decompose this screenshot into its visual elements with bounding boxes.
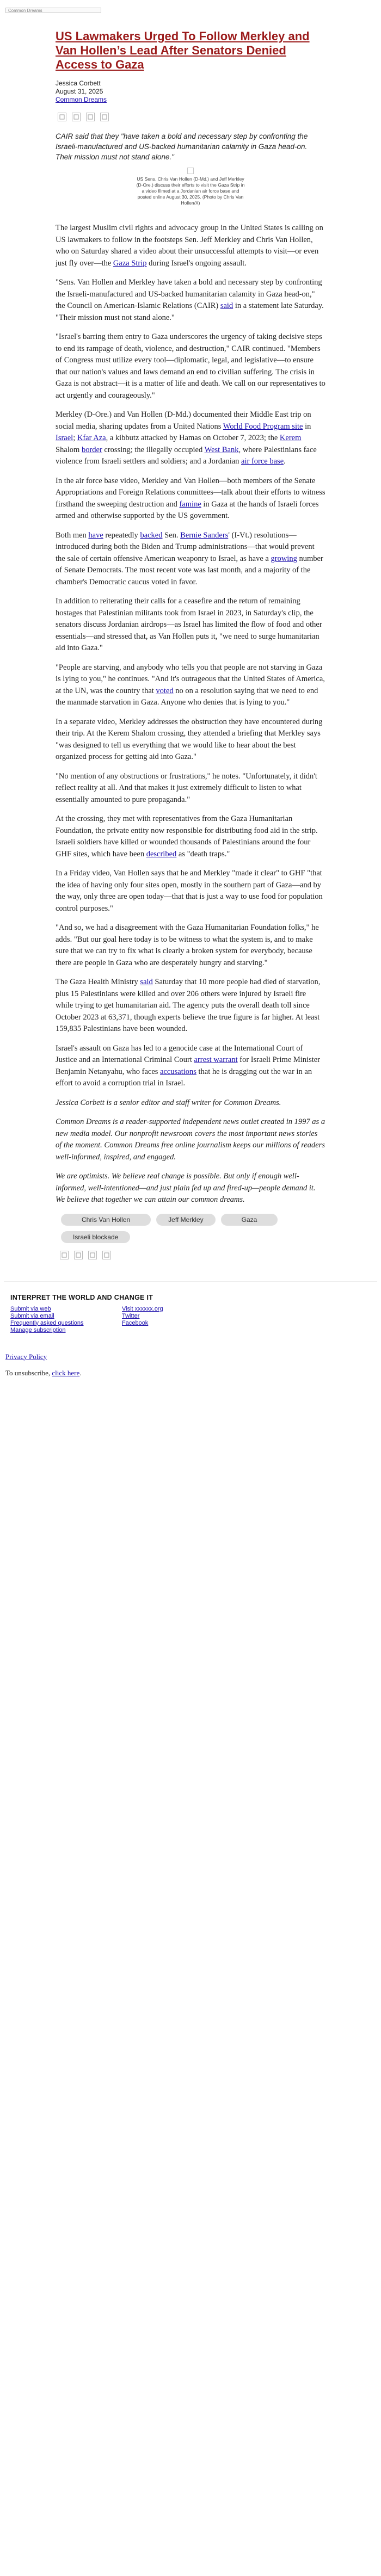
tag-israeli-blockade[interactable]: Israeli blockade (61, 1231, 130, 1243)
newsletter-footer (4, 1281, 377, 1334)
article-figure (136, 168, 245, 206)
link-backed[interactable]: backed (140, 530, 163, 540)
paragraph-8: "People are starving, and anybody who tells you that people are not starving in Gaza is lying to you," he continues. "And it's outrageous that the United States of America, at the UN, was the country that voted no on a resolution saying that we need to end the manmade starvation in Gaza. Anyone who denies that is lying to you." (56, 663, 325, 707)
link-accusations[interactable]: accusations (160, 1067, 196, 1076)
paragraph-12: In a Friday video, Van Hollen says that he and Merkley "made it clear" to GHF "that the idea of having only four sites open, mostly in the southern part of Gaza—and by the way, only three are open today—that that is just a way to use food for population control purposes." (56, 869, 323, 913)
footer-columns (10, 1306, 377, 1334)
publication-link[interactable]: Common Dreams (56, 96, 107, 103)
about-common-dreams: Common Dreams is a reader-supported independent news outlet created in 1997 as a new media model. Our nonprofit newsroom covers the most important news stories of the moment. Common Dreams free online journalism keeps our millions of readers well-informed, inspired, and engaged. (56, 1117, 325, 1162)
twitter-link[interactable]: Twitter (122, 1312, 140, 1319)
paragraph-13: "And so, we had a disagreement with the Gaza Humanitarian Foundation folks," he adds. "But our goal here today is to be witness to what the system is, and to make sure that we can try to fix what is clearly a broken system for everybody, because there are people in Gaza who are desperately hungry and starving." (56, 923, 319, 967)
link-famine[interactable]: famine (179, 499, 201, 509)
link-bernie-sanders[interactable]: Bernie Sanders (180, 530, 229, 540)
article-title-link[interactable]: US Lawmakers Urged To Follow Merkley and Van Hollen’s Lead After Senators Denied Access to Gaza (56, 29, 310, 71)
link-border[interactable]: border (81, 445, 102, 454)
paragraph-14: The Gaza Health Ministry said Saturday that 10 more people had died of starvation, plus 15 Palestinians were killed and over 206 others were injured by Israeli fire while trying to get humanitarian aid. The agency puts the overall death toll since October 2023 at 63,371, though experts believe the true figure is far higher. At least 159,835 Palestinians have been wounded. (56, 978, 321, 1033)
footer-col-left (10, 1306, 122, 1334)
submit-via-web-link[interactable]: Submit via web (10, 1305, 51, 1312)
paragraph-4: Merkley (D-Ore.) and Van Hollen (D-Md.) documented their Middle East trip on social media, sharing updates from a United Nations World Food Program site in Israel; Kfar Aza, a kibbutz attacked by Hamas on October 7, 2023; the Kerem Shalom border crossing; the illegally occupied West Bank, where Palestinians face violence from Israeli settlers and soldiers; and a Jordanian air force base. (56, 410, 317, 466)
paragraph-5: In the air force base video, Merkley and Van Hollen—both members of the Senate Appropriations and Foreign Relations committees—talk about their efforts to witness firsthand the sweeping destruction and famine in Gaza at the hands of Israeli forces armed and otherwise supported by the US government. (56, 476, 325, 520)
tag-jeff-merkley[interactable]: Jeff Merkley (156, 1214, 215, 1226)
unsubscribe-line: To unsubscribe, click here. (5, 1368, 82, 1377)
link-voted[interactable]: voted (156, 686, 174, 695)
facebook-link[interactable]: Facebook (122, 1319, 149, 1326)
footer-heading: INTERPRET THE WORLD AND CHANGE IT (10, 1293, 153, 1301)
article-title[interactable] (56, 29, 325, 72)
link-kerem[interactable]: Kerem (279, 434, 302, 442)
paragraph-10: "No mention of any obstructions or frustrations," he notes. "Unfortunately, it didn't reflect reality at all. And that makes it just extremely difficult to listen to what essentially amounted to pure propaganda." (56, 771, 317, 804)
manage-subscription-link[interactable]: Manage subscription (10, 1326, 66, 1333)
print-icon[interactable] (100, 113, 109, 121)
article-summary: CAIR said that they "have taken a bold and necessary step by confronting the Israeli-manufactured and US-backed humanitarian calamity in Gaza head-on. Their mission must not stand alone." (56, 132, 308, 161)
figure-image (187, 168, 194, 174)
tag-list (61, 1214, 325, 1243)
paragraph-15: Israel's assault on Gaza has led to a genocide case at the International Court of Justice and an International Criminal Court arrest warrant for Israeli Prime Minister Benjamin Netanyahu, who faces accusations that he is dragging out the war in an effort to avoid a corruption trial in Israel. (56, 1043, 321, 1088)
submit-via-email-link[interactable]: Submit via email (10, 1312, 54, 1319)
unsubscribe-link[interactable]: click here (52, 1368, 80, 1377)
figure-caption: US Sens. Chris Van Hollen (D-Md.) and Jeff Merkley (D-Ore.) discuss their efforts to visit the Gaza Strip in a video filmed at a Jordanian air force base and posted online August 30, 2025. (Photo by Chris Van Hollen/X) (136, 176, 245, 206)
paragraph-1: The largest Muslim civil rights and advocacy group in the United States is calling on US lawmakers to follow in the footsteps Sen. Jeff Merkley and Chris Van Hollen, who on Saturday shared a video about their unsuccessful attempts to visit—or even just fly over—the Gaza Strip during Israel's ongoing assault. (56, 224, 323, 268)
print-icon[interactable] (102, 1251, 111, 1259)
byline (56, 79, 325, 104)
share-row-bottom (60, 1251, 325, 1259)
link-kfar-aza[interactable]: Kfar Aza (77, 434, 106, 442)
privacy-policy-link[interactable]: Privacy Policy (5, 1352, 47, 1361)
link-growing[interactable]: growing (271, 554, 297, 563)
paragraph-11: At the crossing, they met with representatives from the Gaza Humanitarian Foundation, the private entity now responsible for distributing food aid in the strip. Israeli soldiers have killed or wounded thousands of Palestinians around the four GHF sites, which have been described as "death traps." (56, 814, 318, 858)
link-have[interactable]: have (88, 530, 103, 540)
link-ministry-said[interactable]: said (140, 978, 153, 986)
optimists-statement: We are optimists. We believe real change is possible. But only if enough well-informed, well-intentioned—and just plain fed up and fired-up—people demand it. We believe that together we can attain our common dreams. (56, 1172, 316, 1204)
link-world-food-program[interactable]: World Food Program site (223, 422, 303, 431)
link-israel[interactable]: Israel (56, 434, 73, 442)
faq-link[interactable]: Frequently asked questions (10, 1319, 84, 1326)
email-icon[interactable] (86, 113, 95, 121)
twitter-icon[interactable] (72, 113, 81, 121)
publish-date: August 31, 2025 (56, 88, 103, 95)
tag-chris-van-hollen[interactable]: Chris Van Hollen (61, 1214, 151, 1226)
site-logo[interactable]: Common Dreams (5, 8, 101, 13)
link-west-bank[interactable]: West Bank (204, 445, 239, 454)
author-name: Jessica Corbett (56, 79, 101, 87)
paragraph-2: "Sens. Van Hollen and Merkley have taken a bold and necessary step by confronting the Israeli-manufactured and US-backed humanitarian calamity in Gaza head-on," the Council on American-Islamic Relations (CAIR) said in a statement late Saturday. "Their mission must not stand alone." (56, 278, 324, 322)
paragraph-3: "Israel's barring them entry to Gaza underscores the urgency of taking decisive steps to end its rampage of death, violence, and destruction," CAIR continued. "Members of Congress must utilize every tool—diplomatic, legal, and legislative—to ensure that our nation's values and laws demand an end to civilian suffering. The crisis in Gaza is not abstract—it is a matter of life and death. We call on our representatives to act urgently and courageously." (56, 332, 325, 400)
paragraph-6: Both men have repeatedly backed Sen. Bernie Sanders' (I-Vt.) resolutions—introduced during both the Biden and Trump administrations—that would prevent the sale of certain offensive American weaponry to Israel, as have a growing number of Senate Democrats. The most recent vote was last month, and a majority of the chamber's Democratic caucus voted in favor. (56, 530, 323, 586)
paragraph-7: In addition to reiterating their calls for a ceasefire and the return of remaining hostages that Palestinian militants took from Israel in 2023, in Saturday's clip, the senators discuss Jordanian airdrops—as Israel has limited the flow of food and other essentials—and stressed that, as Van Hollen puts it, "we need to surge humanitarian aid into Gaza." (56, 597, 322, 652)
author-bio: Jessica Corbett is a senior editor and staff writer for Common Dreams. (56, 1098, 281, 1107)
facebook-icon[interactable] (60, 1251, 69, 1259)
link-arrest-warrant[interactable]: arrest warrant (194, 1055, 238, 1064)
twitter-icon[interactable] (74, 1251, 83, 1259)
email-icon[interactable] (88, 1251, 97, 1259)
share-row-top (58, 113, 325, 121)
link-gaza-strip[interactable]: Gaza Strip (113, 258, 147, 268)
link-described[interactable]: described (146, 849, 177, 858)
visit-site-link[interactable]: Visit xxxxxx.org (122, 1305, 163, 1312)
tag-gaza[interactable]: Gaza (221, 1214, 278, 1226)
article (56, 13, 325, 1259)
paragraph-9: In a separate video, Merkley addresses the obstruction they have encountered during their trip. At the Kerem Shalom crossing, they attended a briefing that Merkley says "was designed to tell us everything that we would like to hear about the best organized process for getting aid into Gaza." (56, 717, 323, 761)
privacy-policy (5, 1352, 381, 1361)
link-cair-said[interactable]: said (220, 301, 233, 310)
facebook-icon[interactable] (58, 113, 66, 121)
footer-col-right (122, 1306, 233, 1334)
link-air-force-base[interactable]: air force base (241, 457, 284, 466)
